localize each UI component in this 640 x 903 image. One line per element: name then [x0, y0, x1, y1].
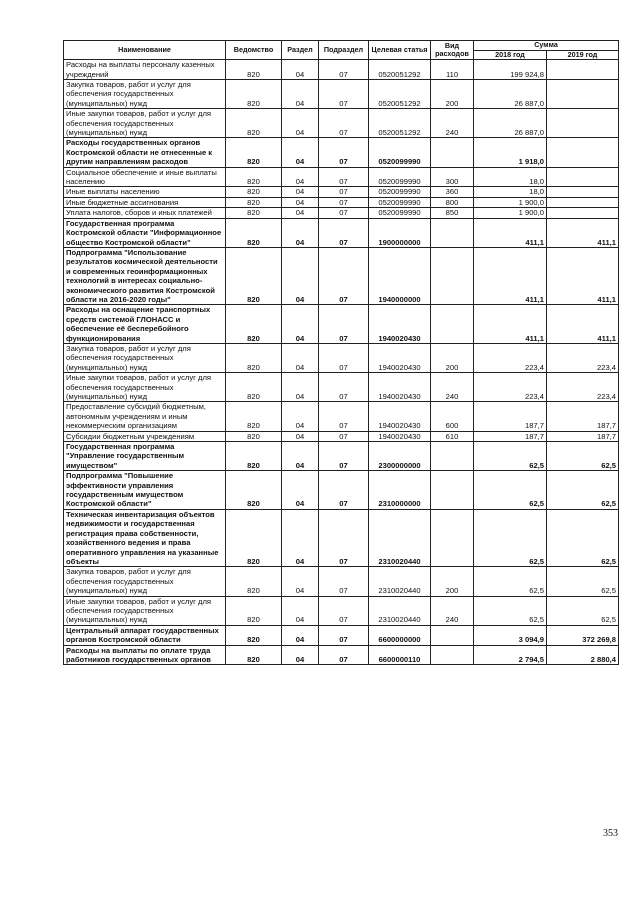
row-name: Расходы государственных органов Костромской области не отнесенные к другим направлениям расходов: [64, 138, 226, 167]
table-row: [64, 187, 619, 197]
row-target-article: 0520099990: [369, 167, 431, 187]
row-subsection: 07: [319, 138, 369, 167]
table-row: [64, 343, 619, 372]
table-row: [64, 167, 619, 187]
row-section: 04: [282, 373, 319, 402]
header-name: Наименование: [64, 41, 226, 60]
row-section: 04: [282, 431, 319, 441]
table-row: [64, 197, 619, 207]
table-row: [64, 471, 619, 510]
row-target-article: 1940020430: [369, 402, 431, 431]
table-row: [64, 109, 619, 138]
row-department: 820: [226, 109, 282, 138]
row-sum-2018: 199 924,8: [474, 60, 547, 80]
row-sum-2019: [547, 80, 619, 109]
row-expense-type: [431, 305, 474, 344]
row-section: 04: [282, 60, 319, 80]
row-subsection: 07: [319, 373, 369, 402]
row-name: Иные выплаты населению: [64, 187, 226, 197]
row-department: 820: [226, 208, 282, 218]
row-section: 04: [282, 596, 319, 625]
table-row: [64, 442, 619, 471]
row-sum-2019: 187,7: [547, 402, 619, 431]
row-sum-2019: [547, 208, 619, 218]
row-sum-2018: 26 887,0: [474, 109, 547, 138]
row-sum-2018: 411,1: [474, 305, 547, 344]
row-sum-2018: 411,1: [474, 218, 547, 247]
row-target-article: 0520099990: [369, 187, 431, 197]
table-row: [64, 80, 619, 109]
header-target-article: Целевая статья: [369, 41, 431, 60]
row-department: 820: [226, 218, 282, 247]
header-sum: Сумма: [474, 41, 619, 51]
table-row: [64, 138, 619, 167]
row-subsection: 07: [319, 247, 369, 304]
row-sum-2019: 62,5: [547, 596, 619, 625]
row-expense-type: 200: [431, 343, 474, 372]
header-department: Ведомство: [226, 41, 282, 60]
row-target-article: 0520099990: [369, 197, 431, 207]
row-sum-2019: 2 880,4: [547, 645, 619, 665]
row-expense-type: [431, 138, 474, 167]
row-section: 04: [282, 187, 319, 197]
row-department: 820: [226, 431, 282, 441]
row-sum-2019: 411,1: [547, 218, 619, 247]
table-row: [64, 208, 619, 218]
table-row: [64, 247, 619, 304]
row-target-article: 0520051292: [369, 109, 431, 138]
row-section: 04: [282, 208, 319, 218]
row-sum-2018: 1 900,0: [474, 197, 547, 207]
row-sum-2019: 372 269,8: [547, 625, 619, 645]
row-section: 04: [282, 402, 319, 431]
row-department: 820: [226, 343, 282, 372]
row-department: 820: [226, 567, 282, 596]
row-section: 04: [282, 247, 319, 304]
row-section: 04: [282, 625, 319, 645]
row-expense-type: 600: [431, 402, 474, 431]
row-subsection: 07: [319, 471, 369, 510]
row-section: 04: [282, 109, 319, 138]
row-sum-2019: [547, 167, 619, 187]
row-name: Закупка товаров, работ и услуг для обеспечения государственных (муниципальных) нужд: [64, 343, 226, 372]
row-name: Закупка товаров, работ и услуг для обеспечения государственных (муниципальных) нужд: [64, 567, 226, 596]
row-subsection: 07: [319, 567, 369, 596]
row-target-article: 1900000000: [369, 218, 431, 247]
row-target-article: 6600000000: [369, 625, 431, 645]
row-target-article: 2310020440: [369, 596, 431, 625]
row-sum-2019: [547, 60, 619, 80]
row-section: 04: [282, 343, 319, 372]
row-sum-2018: 1 918,0: [474, 138, 547, 167]
row-subsection: 07: [319, 343, 369, 372]
row-expense-type: 800: [431, 197, 474, 207]
row-department: 820: [226, 442, 282, 471]
table-row: [64, 625, 619, 645]
row-department: 820: [226, 509, 282, 566]
row-target-article: 1940020430: [369, 305, 431, 344]
row-sum-2019: 62,5: [547, 471, 619, 510]
row-department: 820: [226, 60, 282, 80]
row-sum-2018: 187,7: [474, 431, 547, 441]
table-row: [64, 431, 619, 441]
row-sum-2018: 1 900,0: [474, 208, 547, 218]
row-sum-2019: 411,1: [547, 247, 619, 304]
row-department: 820: [226, 625, 282, 645]
row-sum-2018: 26 887,0: [474, 80, 547, 109]
row-subsection: 07: [319, 596, 369, 625]
row-subsection: 07: [319, 509, 369, 566]
table-row: [64, 218, 619, 247]
row-expense-type: [431, 625, 474, 645]
row-sum-2018: 18,0: [474, 187, 547, 197]
table-row: [64, 645, 619, 665]
row-sum-2018: 62,5: [474, 567, 547, 596]
row-department: 820: [226, 80, 282, 109]
row-section: 04: [282, 197, 319, 207]
row-expense-type: 610: [431, 431, 474, 441]
row-expense-type: [431, 509, 474, 566]
row-expense-type: [431, 645, 474, 665]
table-row: [64, 509, 619, 566]
row-target-article: 0520099990: [369, 208, 431, 218]
row-section: 04: [282, 645, 319, 665]
row-subsection: 07: [319, 402, 369, 431]
row-sum-2019: 62,5: [547, 567, 619, 596]
row-name: Государственная программа "Управление государственным имуществом": [64, 442, 226, 471]
row-department: 820: [226, 402, 282, 431]
row-sum-2018: 62,5: [474, 471, 547, 510]
row-name: Иные бюджетные ассигнования: [64, 197, 226, 207]
row-sum-2018: 62,5: [474, 596, 547, 625]
row-section: 04: [282, 442, 319, 471]
row-name: Расходы на выплаты персоналу казенных учреждений: [64, 60, 226, 80]
row-sum-2019: [547, 197, 619, 207]
row-subsection: 07: [319, 197, 369, 207]
page-number: 353: [603, 828, 618, 839]
header-section: Раздел: [282, 41, 319, 60]
row-sum-2019: 187,7: [547, 431, 619, 441]
row-sum-2019: [547, 109, 619, 138]
row-expense-type: 110: [431, 60, 474, 80]
row-name: Техническая инвентаризация объектов недвижимости и государственная регистрация права собственности, хозяйственного ведения и права оперативного управления на указанные объекты: [64, 509, 226, 566]
row-sum-2018: 62,5: [474, 442, 547, 471]
row-department: 820: [226, 305, 282, 344]
row-section: 04: [282, 471, 319, 510]
row-name: Подпрограмма "Повышение эффективности управления государственным имуществом Костромской области": [64, 471, 226, 510]
row-sum-2018: 223,4: [474, 343, 547, 372]
row-section: 04: [282, 567, 319, 596]
row-sum-2018: 2 794,5: [474, 645, 547, 665]
row-name: Субсидии бюджетным учреждениям: [64, 431, 226, 441]
row-target-article: 1940000000: [369, 247, 431, 304]
row-subsection: 07: [319, 109, 369, 138]
row-section: 04: [282, 305, 319, 344]
row-section: 04: [282, 138, 319, 167]
row-expense-type: [431, 442, 474, 471]
row-department: 820: [226, 138, 282, 167]
row-expense-type: 200: [431, 80, 474, 109]
row-sum-2018: 3 094,9: [474, 625, 547, 645]
row-target-article: 0520051292: [369, 80, 431, 109]
row-subsection: 07: [319, 187, 369, 197]
row-sum-2019: 62,5: [547, 442, 619, 471]
row-name: Уплата налогов, сборов и иных платежей: [64, 208, 226, 218]
table-row: [64, 567, 619, 596]
header-expense-type: Вид расходов: [431, 41, 474, 60]
table-row: [64, 60, 619, 80]
row-department: 820: [226, 373, 282, 402]
row-name: Социальное обеспечение и иные выплаты населению: [64, 167, 226, 187]
row-department: 820: [226, 645, 282, 665]
table-row: [64, 305, 619, 344]
row-name: Центральный аппарат государственных органов Костромской области: [64, 625, 226, 645]
row-sum-2018: 62,5: [474, 509, 547, 566]
row-subsection: 07: [319, 431, 369, 441]
row-expense-type: [431, 471, 474, 510]
row-target-article: 2310020440: [369, 509, 431, 566]
row-subsection: 07: [319, 80, 369, 109]
row-department: 820: [226, 247, 282, 304]
row-expense-type: 360: [431, 187, 474, 197]
row-name: Предоставление субсидий бюджетным, автономным учреждениям и иным некоммерческим организациям: [64, 402, 226, 431]
row-department: 820: [226, 471, 282, 510]
header-year-2019: 2019 год: [547, 50, 619, 60]
row-target-article: 0520099990: [369, 138, 431, 167]
row-department: 820: [226, 197, 282, 207]
row-expense-type: 240: [431, 596, 474, 625]
table-row: [64, 596, 619, 625]
header-subsection: Подраздел: [319, 41, 369, 60]
row-name: Расходы на выплаты по оплате труда работников государственных органов: [64, 645, 226, 665]
row-name: Иные закупки товаров, работ и услуг для обеспечения государственных (муниципальных) нужд: [64, 109, 226, 138]
table-row: [64, 402, 619, 431]
row-sum-2019: 223,4: [547, 343, 619, 372]
row-target-article: 2300000000: [369, 442, 431, 471]
row-subsection: 07: [319, 218, 369, 247]
row-target-article: 6600000110: [369, 645, 431, 665]
row-target-article: 2310020440: [369, 567, 431, 596]
row-section: 04: [282, 509, 319, 566]
row-department: 820: [226, 596, 282, 625]
row-target-article: 1940020430: [369, 373, 431, 402]
row-name: Иные закупки товаров, работ и услуг для обеспечения государственных (муниципальных) нужд: [64, 373, 226, 402]
row-target-article: 1940020430: [369, 431, 431, 441]
row-expense-type: 850: [431, 208, 474, 218]
row-sum-2019: [547, 187, 619, 197]
row-expense-type: 240: [431, 109, 474, 138]
header-year-2018: 2018 год: [474, 50, 547, 60]
row-name: Расходы на оснащение транспортных средств системой ГЛОНАСС и обеспечение её бесперебойного функционирования: [64, 305, 226, 344]
row-target-article: 0520051292: [369, 60, 431, 80]
row-sum-2018: 223,4: [474, 373, 547, 402]
row-expense-type: [431, 218, 474, 247]
budget-table: [63, 40, 619, 665]
row-name: Государственная программа Костромской области "Информационное общество Костромской области": [64, 218, 226, 247]
row-sum-2018: 187,7: [474, 402, 547, 431]
row-subsection: 07: [319, 645, 369, 665]
row-sum-2018: 18,0: [474, 167, 547, 187]
row-target-article: 2310000000: [369, 471, 431, 510]
row-target-article: 1940020430: [369, 343, 431, 372]
row-subsection: 07: [319, 208, 369, 218]
row-department: 820: [226, 167, 282, 187]
row-subsection: 07: [319, 60, 369, 80]
row-subsection: 07: [319, 442, 369, 471]
row-name: Иные закупки товаров, работ и услуг для обеспечения государственных (муниципальных) нужд: [64, 596, 226, 625]
row-department: 820: [226, 187, 282, 197]
row-section: 04: [282, 80, 319, 109]
row-section: 04: [282, 167, 319, 187]
row-expense-type: [431, 247, 474, 304]
row-expense-type: 240: [431, 373, 474, 402]
row-sum-2019: 223,4: [547, 373, 619, 402]
table-body: [64, 60, 619, 665]
row-subsection: 07: [319, 625, 369, 645]
row-expense-type: 200: [431, 567, 474, 596]
row-subsection: 07: [319, 167, 369, 187]
row-sum-2019: 62,5: [547, 509, 619, 566]
row-sum-2019: [547, 138, 619, 167]
row-section: 04: [282, 218, 319, 247]
row-expense-type: 300: [431, 167, 474, 187]
row-name: Подпрограмма "Использование результатов космической деятельности и современных геоинформационных технологий в интересах социально-экономического развития Костромской области на 2016-2020 годы": [64, 247, 226, 304]
row-sum-2019: 411,1: [547, 305, 619, 344]
row-subsection: 07: [319, 305, 369, 344]
row-name: Закупка товаров, работ и услуг для обеспечения государственных (муниципальных) нужд: [64, 80, 226, 109]
table-row: [64, 373, 619, 402]
row-sum-2018: 411,1: [474, 247, 547, 304]
